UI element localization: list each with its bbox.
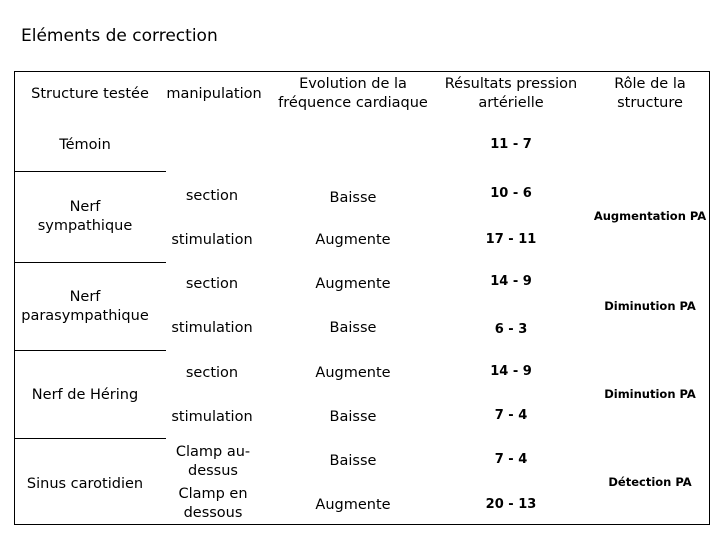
- pression-parasympathique-section: 14 - 9: [490, 273, 532, 289]
- row-separator: [15, 438, 166, 439]
- evol-hering-stimulation: Baisse: [329, 408, 377, 425]
- role-sinus: Détection PA: [608, 474, 692, 489]
- results-table: [14, 71, 710, 525]
- header-role: Rôle de la structure: [614, 76, 686, 111]
- manip-hering-stimulation: stimulation: [171, 408, 253, 425]
- evol-sympathique-section: Baisse: [329, 189, 377, 206]
- pression-sympathique-stimulation: 17 - 11: [485, 231, 537, 247]
- header-manipulation: manipulation: [166, 85, 262, 102]
- structure-parasympathique: Nerf parasympathique: [21, 289, 149, 324]
- manip-sinus-clamp-above: Clamp au-dessus: [175, 444, 251, 479]
- evol-parasympathique-stimulation: Baisse: [329, 319, 377, 336]
- pression-hering-stimulation: 7 - 4: [494, 407, 528, 423]
- role-hering: Diminution PA: [604, 386, 696, 401]
- evol-sympathique-stimulation: Augmente: [315, 231, 391, 248]
- pression-sinus-clamp-below: 20 - 13: [485, 496, 537, 512]
- structure-sinus: Sinus carotidien: [26, 475, 144, 492]
- evol-sinus-clamp-above: Baisse: [329, 452, 377, 469]
- pression-hering-section: 14 - 9: [490, 363, 532, 379]
- row-separator: [15, 262, 166, 263]
- evol-sinus-clamp-below: Augmente: [315, 496, 391, 513]
- row-separator: [15, 350, 166, 351]
- evol-hering-section: Augmente: [315, 364, 391, 381]
- manip-hering-section: section: [185, 364, 239, 381]
- manip-sympathique-stimulation: stimulation: [171, 231, 253, 248]
- pression-sinus-clamp-above: 7 - 4: [494, 451, 528, 467]
- manip-sympathique-section: section: [185, 187, 239, 204]
- temoin-pression: 11 - 7: [490, 136, 532, 152]
- role-sympathique: Augmentation PA: [593, 208, 707, 223]
- manip-parasympathique-stimulation: stimulation: [171, 319, 253, 336]
- role-parasympathique: Diminution PA: [604, 298, 696, 313]
- structure-hering: Nerf de Héring: [31, 386, 139, 403]
- structure-sympathique: Nerf sympathique: [37, 199, 133, 234]
- header-evolution: Evolution de la fréquence cardiaque: [278, 76, 428, 111]
- header-pression: Résultats pression artérielle: [444, 76, 578, 111]
- temoin-label: Témoin: [59, 136, 111, 153]
- manip-parasympathique-section: section: [185, 275, 239, 292]
- manip-sinus-clamp-below: Clamp en dessous: [178, 486, 248, 521]
- pression-sympathique-section: 10 - 6: [490, 185, 532, 201]
- evol-parasympathique-section: Augmente: [315, 275, 391, 292]
- row-separator: [15, 171, 166, 172]
- header-structure: Structure testée: [31, 85, 149, 102]
- pression-parasympathique-stimulation: 6 - 3: [494, 321, 528, 337]
- page-title: Eléments de correction: [21, 26, 218, 46]
